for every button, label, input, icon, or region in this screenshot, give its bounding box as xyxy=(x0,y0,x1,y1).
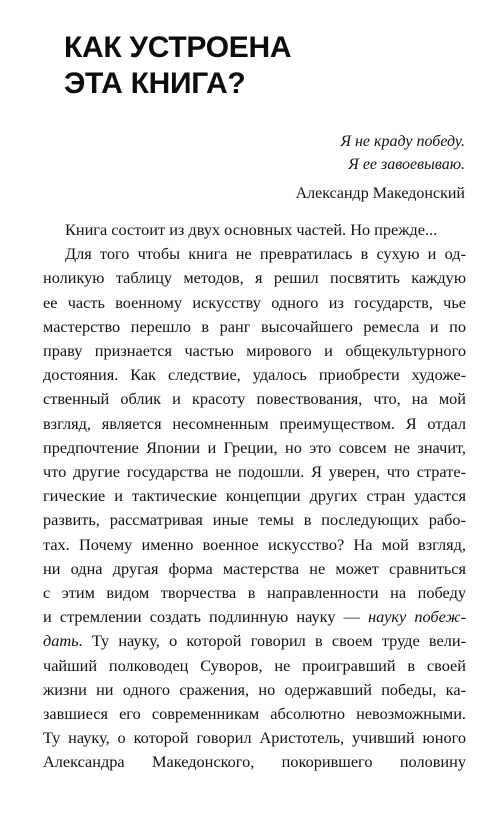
body-line: ни одна другая форма мастерства не может сравниться xyxy=(43,558,466,578)
body-line: Книга состоит из двух основных частей. Но прежде... xyxy=(65,220,438,239)
body-line: Александра Македонского, покорившего половину xyxy=(43,752,466,772)
body-line: Ту науку, о которой говорил Аристотель, учивший юного xyxy=(43,728,466,748)
body-line: чайший полководец Суворов, не проигравший в своей xyxy=(43,655,466,675)
body-line: Для того чтобы книга не превратилась в сухую и од- xyxy=(65,244,466,264)
epigraph xyxy=(296,130,465,205)
body-line-part: . Ту науку, о которой говорил в своем труде вели- xyxy=(78,631,466,651)
epigraph-line-1: Я не краду победу. xyxy=(340,133,465,150)
body-line: тах. Почему именно военное искусство? На мой взгляд, xyxy=(43,534,466,554)
body-line: взгляд, является несомненным преимуществом. Я отдал xyxy=(43,413,466,433)
chapter-title xyxy=(64,30,291,102)
body-line: ее часть военному искусству одного из государств, чье xyxy=(43,292,466,312)
chapter-title-line-2: ЭТА КНИГА? xyxy=(64,67,246,100)
chapter-title-line-1: КАК УСТРОЕНА xyxy=(64,31,292,64)
body-line: ственный облик и красоту повествования, что, на мой xyxy=(43,389,466,409)
body-italic-part: дать xyxy=(43,631,79,651)
epigraph-author: Александр Македонский xyxy=(295,185,465,202)
body-line: что другие государства не подошли. Я уверен, что страте- xyxy=(43,462,466,482)
body-line-with-italic xyxy=(43,629,466,653)
body-line-with-italic xyxy=(43,605,466,629)
body-italic-part: науку побеж- xyxy=(368,607,466,627)
body-line: достояния. Как следствие, удалось приобрести художе- xyxy=(43,365,466,385)
body-line: предпочтение Японии и Греции, но это совсем не значит, xyxy=(43,437,466,457)
body-line-part: и стремлении создать подлинную науку — xyxy=(43,607,369,627)
epigraph-line-2: Я ее завоевываю. xyxy=(348,156,465,173)
body-line: развить, рассматривая иные темы в последующих рабо- xyxy=(43,510,466,530)
body-line: гические и тактические концепции других стран удастся xyxy=(43,486,466,506)
body-line: праву признается частью мирового и общекультурного xyxy=(43,341,466,361)
body-line: с этим видом творчества в направленности на победу xyxy=(43,583,466,603)
body-line: мастерство перешло в ранг высочайшего ремесла и по xyxy=(43,316,466,336)
body-line: ноликую таблицу методов, я решил посвятить каждую xyxy=(43,268,466,288)
body-paragraphs xyxy=(43,218,466,775)
body-line: завшиеся его современникам абсолютно невозможными. xyxy=(43,704,466,724)
body-line: жизни ни одного сражения, но одержавший победы, ка- xyxy=(43,679,466,699)
